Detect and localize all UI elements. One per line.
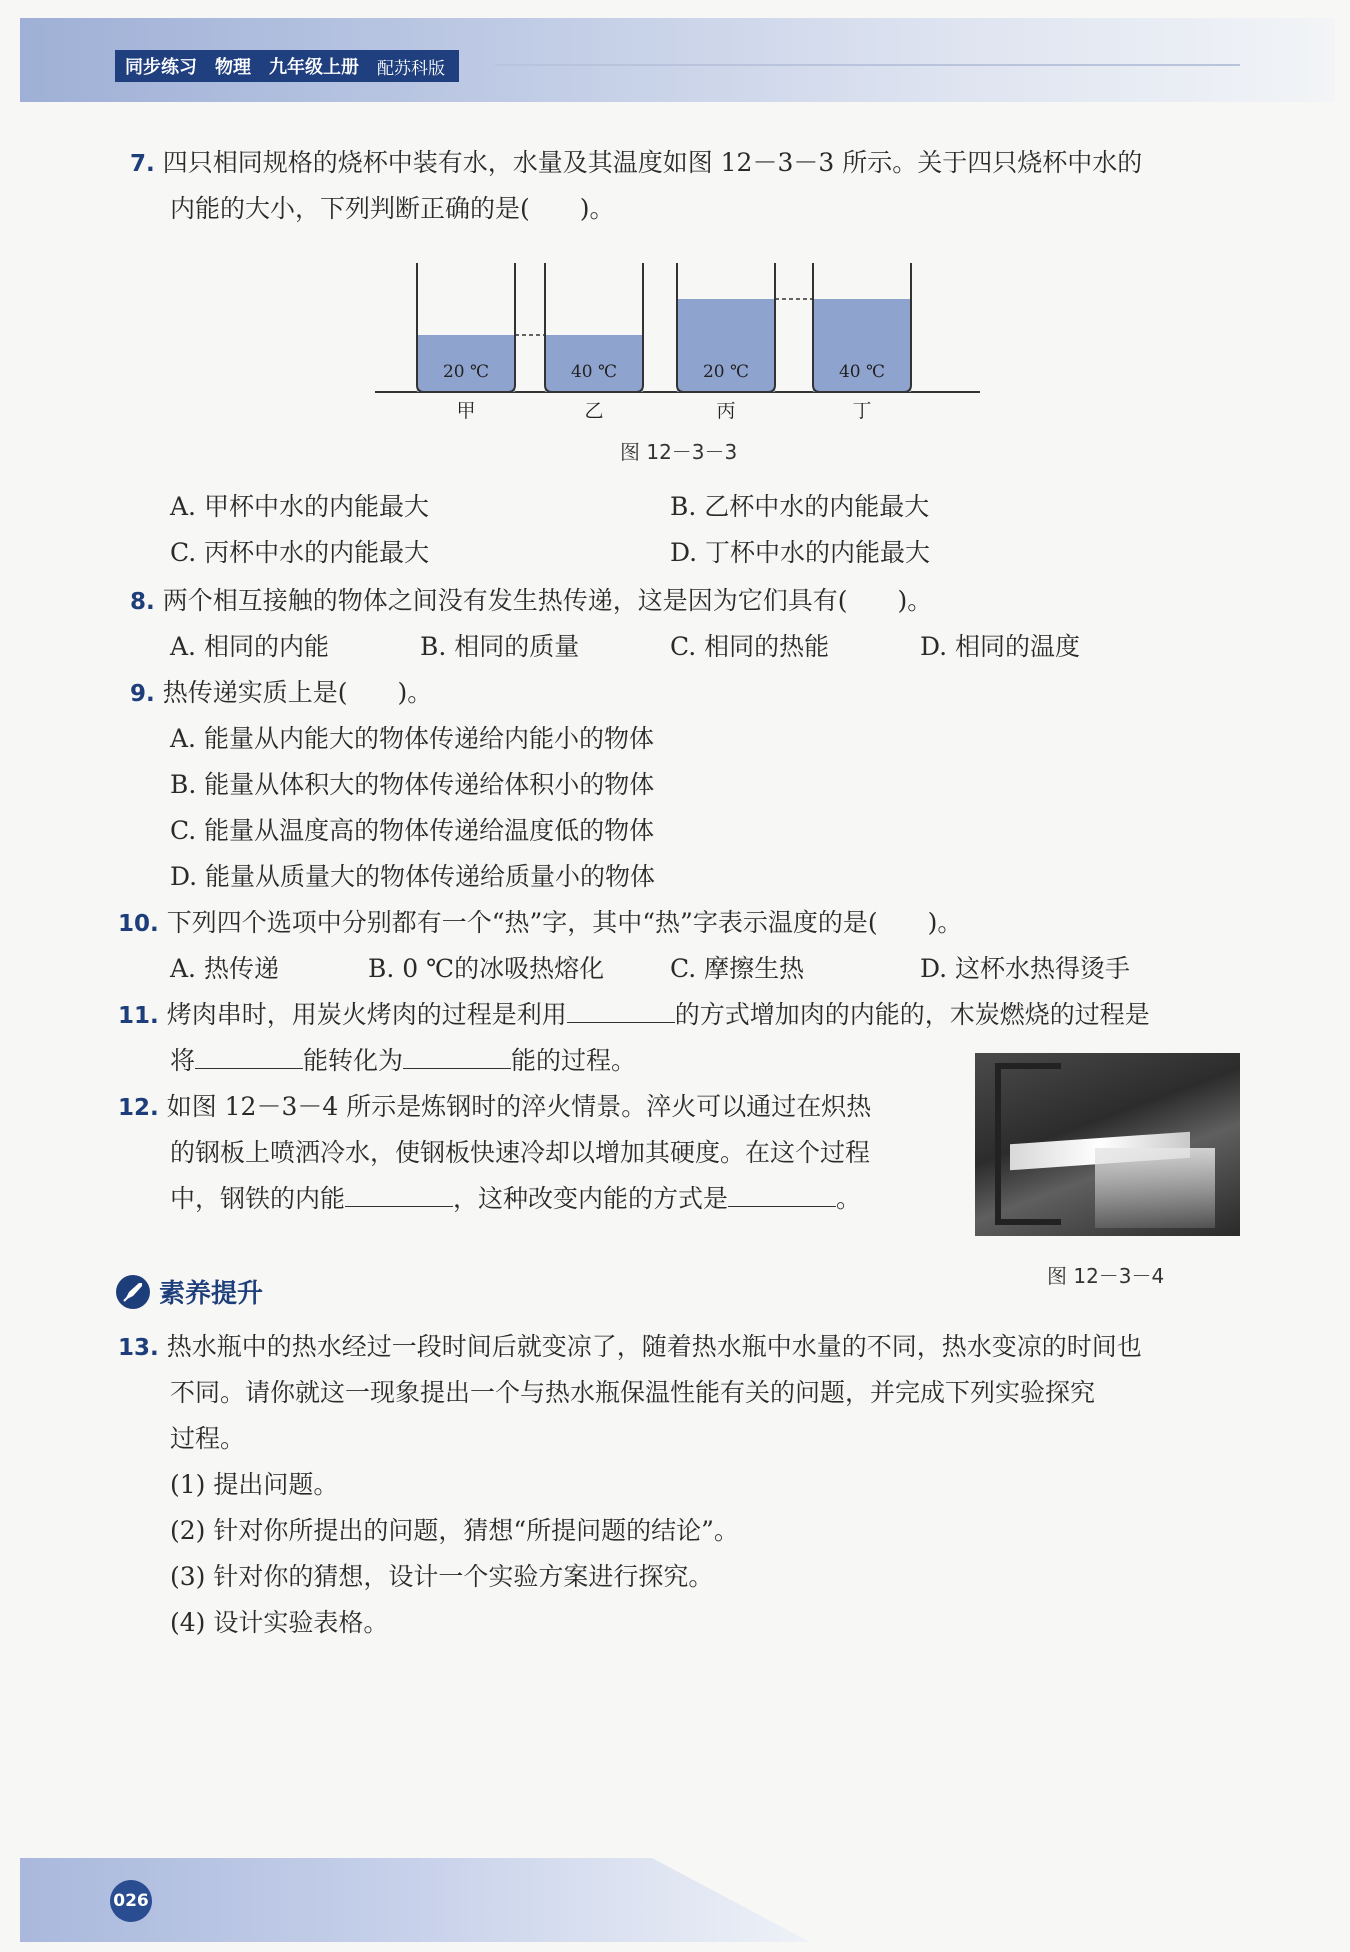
figure-caption-12-3-3: 图 12－3－3 <box>620 440 738 464</box>
beaker-label-yi: 乙 <box>584 400 604 422</box>
q8-text: 两个相互接触的物体之间没有发生热传递，这是因为它们具有( )。 <box>162 586 933 615</box>
beaker-ding <box>813 263 911 392</box>
q7-option-c: C. 丙杯中水的内能最大 <box>170 538 430 567</box>
q10-option-c: C. 摩擦生热 <box>670 954 805 983</box>
q7-number: 7. <box>130 151 155 177</box>
q10-option-a: A. 热传递 <box>170 954 279 983</box>
section-title: 素养提升 <box>159 1279 264 1309</box>
q12-text-3b: ，这种改变内能的方式是 <box>453 1184 729 1213</box>
q12-line3 <box>170 1176 861 1222</box>
q13-sub-1: (1) 提出问题。 <box>170 1470 339 1499</box>
beaker-bing <box>677 263 775 392</box>
q10-text: 下列四个选项中分别都有一个“热”字，其中“热”字表示温度的是( )。 <box>166 908 963 937</box>
q11-line2 <box>170 1038 636 1084</box>
q7-text-2: 内能的大小，下列判断正确的是( )。 <box>170 194 615 223</box>
q9-number: 9. <box>130 681 155 707</box>
quenching-photo <box>975 1053 1240 1236</box>
beaker-jia <box>417 263 515 392</box>
q12-blank-1[interactable] <box>345 1184 453 1207</box>
q8-option-c: C. 相同的热能 <box>670 632 830 661</box>
q8-option-d: D. 相同的温度 <box>920 632 1081 661</box>
q11-blank-3[interactable] <box>403 1046 511 1069</box>
q12-text-3a: 中，钢铁的内能 <box>170 1184 346 1213</box>
q9-option-b: B. 能量从体积大的物体传递给体积小的物体 <box>170 770 655 799</box>
q8-line <box>130 578 932 625</box>
header-rule <box>495 64 1240 66</box>
q13-sub-4: (4) 设计实验表格。 <box>170 1608 389 1637</box>
q7-option-b: B. 乙杯中水的内能最大 <box>670 492 930 521</box>
q12-blank-2[interactable] <box>728 1184 836 1207</box>
q7-line1 <box>130 140 1142 187</box>
q11-text-1b: 的方式增加肉的内能的，木炭燃烧的过程是 <box>674 1000 1150 1029</box>
q11-text-2c: 能的过程。 <box>511 1046 637 1075</box>
q7-option-a: A. 甲杯中水的内能最大 <box>170 492 429 521</box>
q11-blank-1[interactable] <box>567 1000 675 1023</box>
q11-text-2a: 将 <box>170 1046 196 1075</box>
page-number: 026 <box>110 1880 152 1922</box>
q13-text-1: 热水瓶中的热水经过一段时间后就变凉了，随着热水瓶中水量的不同，热水变凉的时间也 <box>166 1332 1142 1361</box>
q9-option-a: A. 能量从内能大的物体传递给内能小的物体 <box>170 724 654 753</box>
q9-option-c: C. 能量从温度高的物体传递给温度低的物体 <box>170 816 655 845</box>
q8-number: 8. <box>130 589 155 615</box>
q10-number: 10. <box>118 911 159 937</box>
q7-text-1: 四只相同规格的烧杯中装有水，水量及其温度如图 12－3－3 所示。关于四只烧杯中水的 <box>162 148 1143 177</box>
q11-text-2b: 能转化为 <box>303 1046 404 1075</box>
q13-text-3: 过程。 <box>170 1424 246 1453</box>
q12-text-1: 如图 12－3－4 所示是炼钢时的淬火情景。淬火可以通过在炽热 <box>166 1092 872 1121</box>
q9-text: 热传递实质上是( )。 <box>162 678 433 707</box>
q11-text-1a: 烤肉串时，用炭火烤肉的过程是利用 <box>166 1000 567 1029</box>
header-subject: 物理 <box>215 57 251 78</box>
q8-option-b: B. 相同的质量 <box>420 632 580 661</box>
beaker-yi-temp: 40 ℃ <box>570 362 618 382</box>
beaker-label-ding: 丁 <box>852 400 872 422</box>
beaker-bing-temp: 20 ℃ <box>702 362 750 382</box>
q12-number: 12. <box>118 1095 159 1121</box>
q11-number: 11. <box>118 1003 159 1029</box>
q12-text-3c: 。 <box>836 1184 862 1213</box>
beaker-ding-temp: 40 ℃ <box>838 362 886 382</box>
beaker-figure <box>375 255 985 425</box>
q9-line <box>130 670 432 717</box>
q11-blank-2[interactable] <box>195 1046 303 1069</box>
q10-option-b: B. 0 ℃的冰吸热熔化 <box>368 954 605 983</box>
q9-option-d: D. 能量从质量大的物体传递给质量小的物体 <box>170 862 656 891</box>
q13-sub-3: (3) 针对你的猜想，设计一个实验方案进行探究。 <box>170 1562 714 1591</box>
header-edition: 配苏科版 <box>377 58 445 79</box>
q10-option-d: D. 这杯水热得烫手 <box>920 954 1131 983</box>
q12-text-2: 的钢板上喷洒冷水，使钢板快速冷却以增加其硬度。在这个过程 <box>170 1138 871 1167</box>
beaker-jia-temp: 20 ℃ <box>442 362 490 382</box>
q13-sub-2: (2) 针对你所提出的问题，猜想“所提问题的结论”。 <box>170 1516 739 1545</box>
beaker-yi <box>545 263 643 392</box>
header-series: 同步练习 <box>125 57 197 78</box>
figure-caption-12-3-4: 图 12－3－4 <box>1047 1264 1165 1288</box>
beaker-label-bing: 丙 <box>716 400 736 422</box>
rocket-icon <box>115 1274 151 1310</box>
header-grade: 九年级上册 <box>269 57 359 78</box>
q13-line1 <box>118 1324 1142 1371</box>
beaker-label-jia: 甲 <box>456 400 476 422</box>
q12-line1 <box>118 1084 871 1131</box>
q8-option-a: A. 相同的内能 <box>170 632 329 661</box>
q11-line1 <box>118 992 1150 1039</box>
q7-option-d: D. 丁杯中水的内能最大 <box>670 538 931 567</box>
q13-text-2: 不同。请你就这一现象提出一个与热水瓶保温性能有关的问题，并完成下列实验探究 <box>170 1378 1096 1407</box>
section-header <box>115 1273 263 1310</box>
header-tag <box>115 50 459 82</box>
q10-line <box>118 900 962 947</box>
q13-number: 13. <box>118 1335 159 1361</box>
photo-water-spray <box>1095 1148 1215 1228</box>
